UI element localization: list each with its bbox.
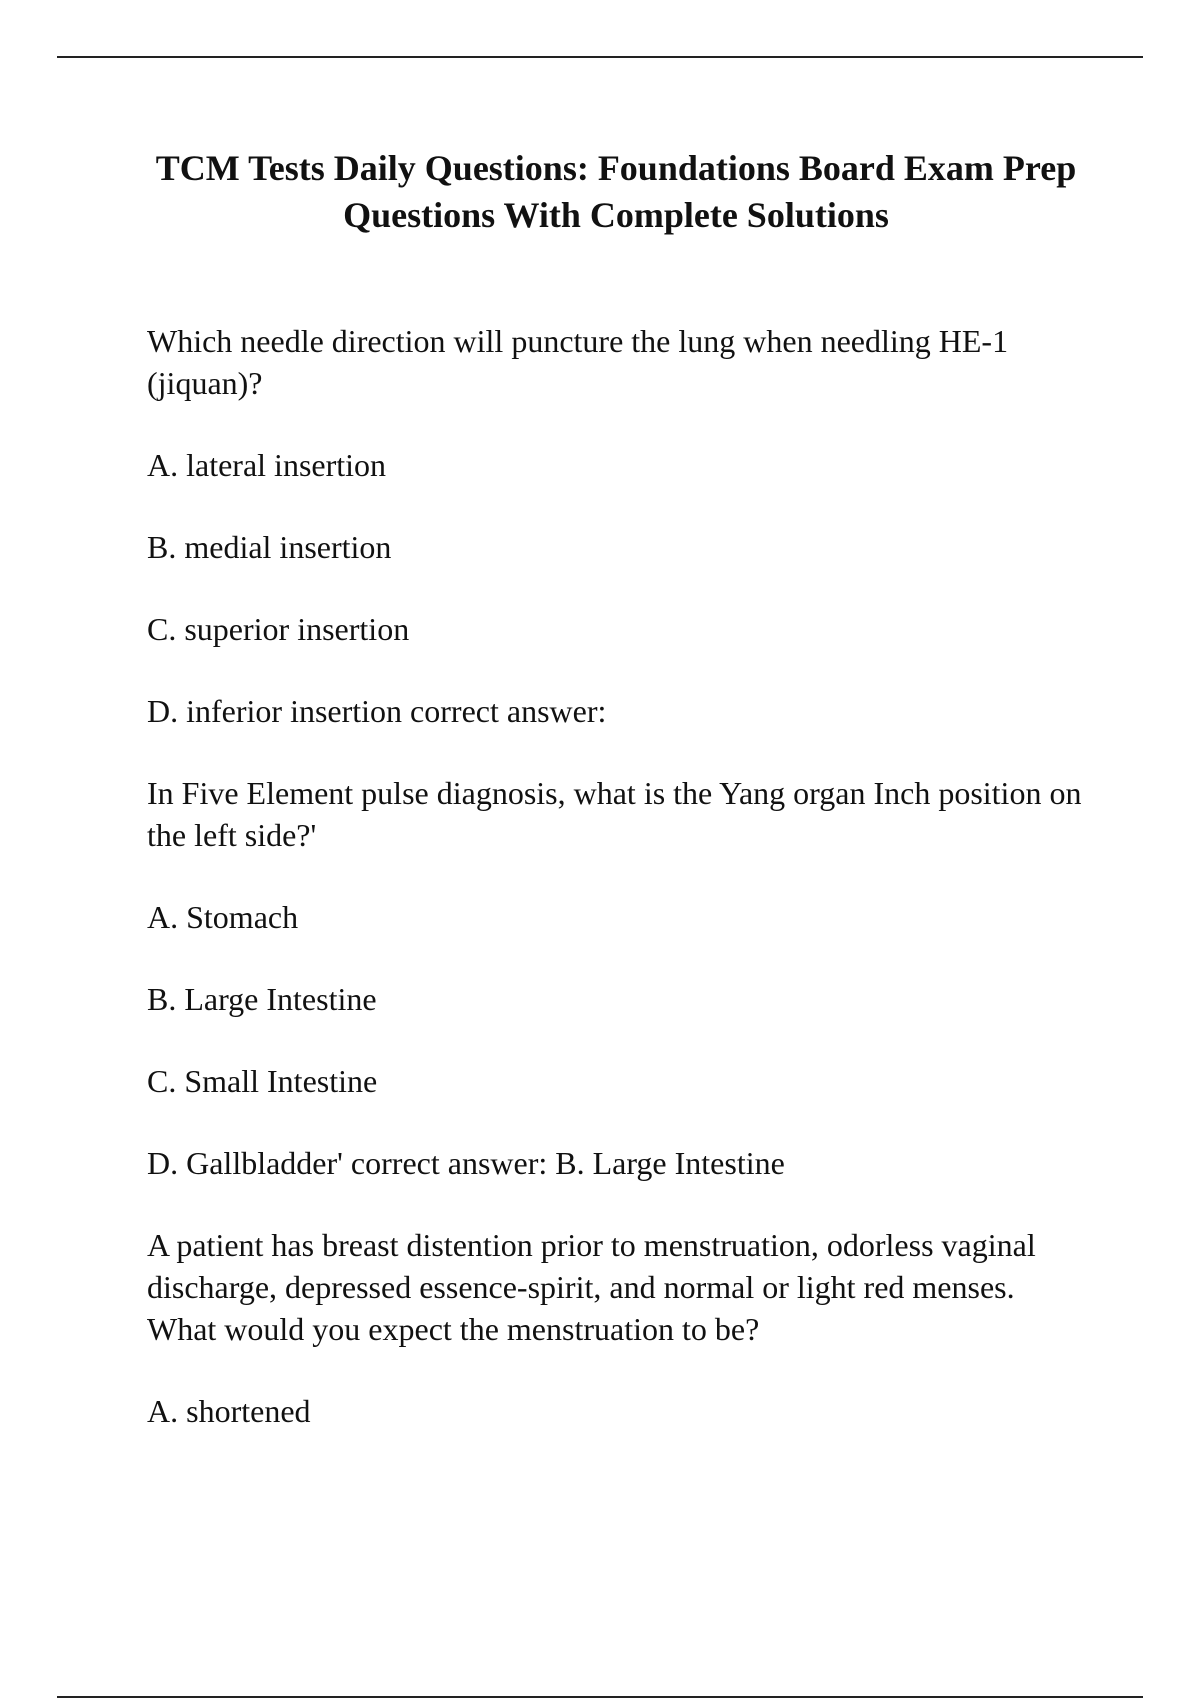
question-3-option-a: A. shortened [147, 1393, 311, 1429]
question-3-text: A patient has breast distention prior to menstruation, odorless vaginal discharge, depressed essence-spirit, and normal or light red menses. What would you expect the menstruation to be? [147, 1227, 1036, 1347]
question-2-option-b: B. Large Intestine [147, 981, 377, 1017]
bottom-rule [57, 1696, 1143, 1698]
top-rule [57, 56, 1143, 58]
question-1-option-b: B. medial insertion [147, 529, 392, 565]
question-1-option-d: D. inferior insertion correct answer: [147, 693, 607, 729]
question-1-option-c: C. superior insertion [147, 611, 410, 647]
document-body [147, 320, 1087, 1472]
document-title: TCM Tests Daily Questions: Foundations Board Exam Prep Questions With Complete Solutions [155, 148, 1077, 235]
question-2-option-d: D. Gallbladder' correct answer: B. Large Intestine [147, 1145, 785, 1181]
question-1-option-a: A. lateral insertion [147, 447, 387, 483]
question-2-text: In Five Element pulse diagnosis, what is the Yang organ Inch position on the left side?' [147, 775, 1082, 853]
question-1-text: Which needle direction will puncture the lung when needling HE-1 (jiquan)? [147, 323, 1009, 401]
question-2-option-c: C. Small Intestine [147, 1063, 378, 1099]
question-2-option-a: A. Stomach [147, 899, 299, 935]
